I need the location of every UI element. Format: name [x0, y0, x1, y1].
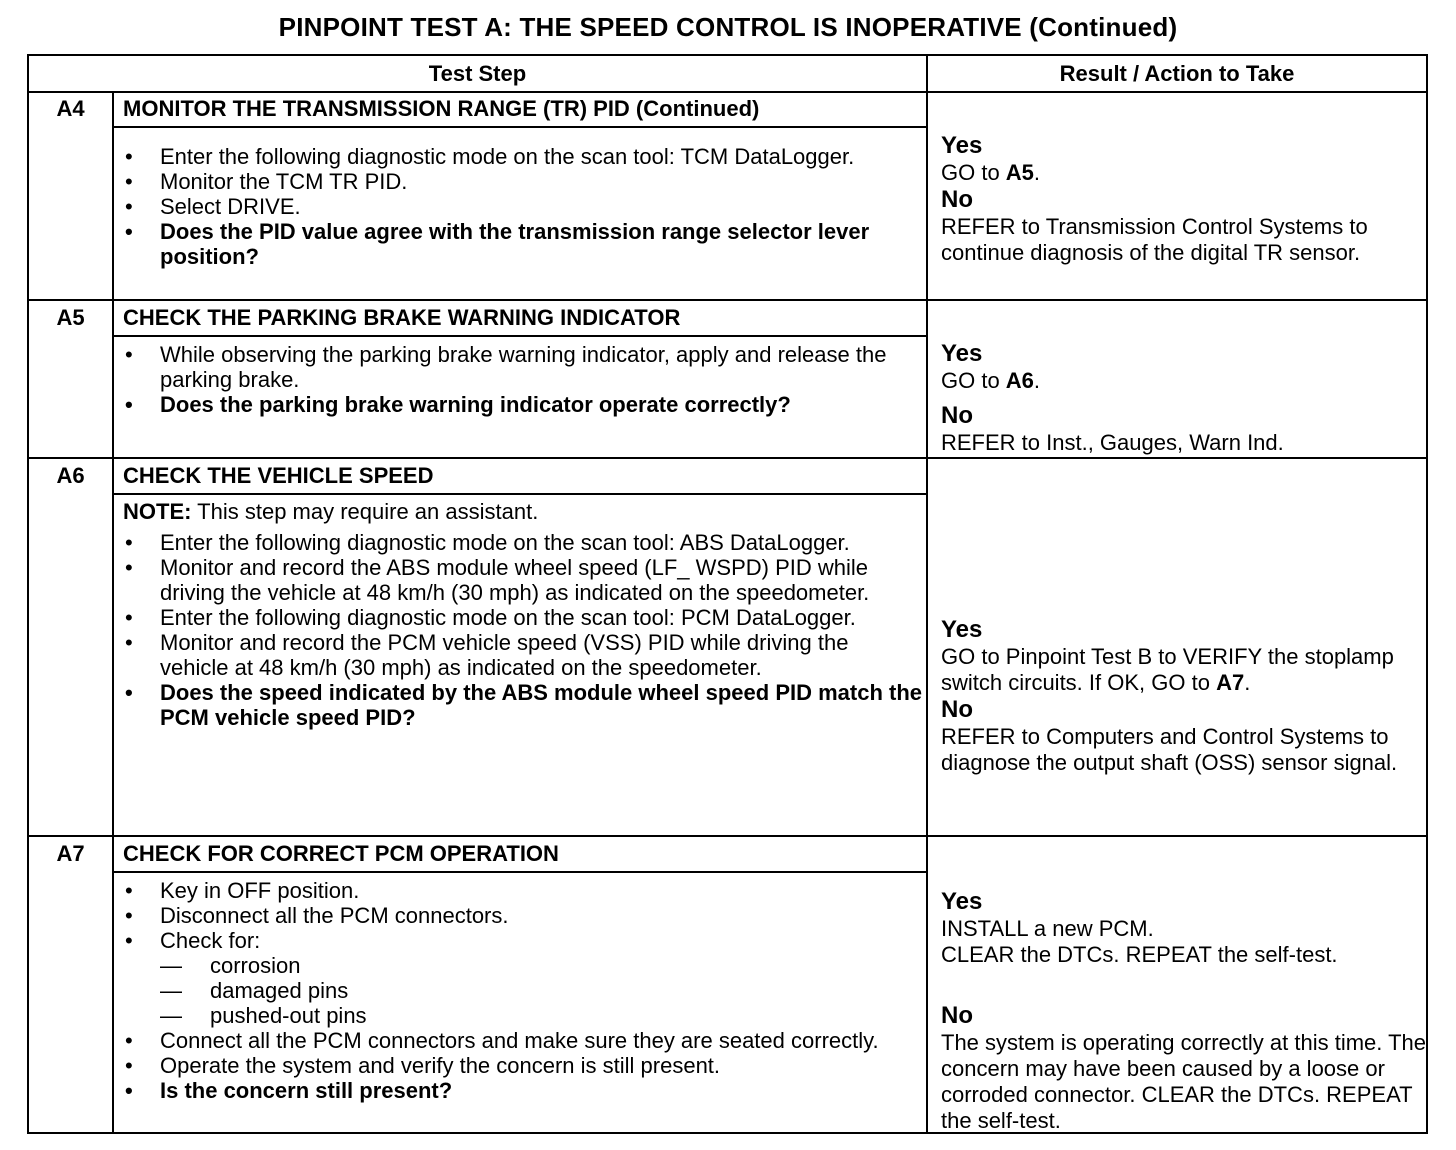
no-label: No: [941, 1002, 973, 1029]
yes-label: Yes: [941, 888, 983, 915]
title-divider-a6: [113, 493, 927, 495]
id-divider-a4: [112, 92, 114, 300]
list-item: • Monitor the TCM TR PID.: [125, 169, 408, 194]
result-a5: [941, 340, 1426, 456]
step-body-a5: [123, 342, 923, 417]
list-item: • Monitor and record the ABS module wheel speed (LF_ WSPD) PID while driving the vehicle at 48 km/h (30 mph) as indicated on the speedometer.: [125, 555, 870, 605]
step-body-a6: [123, 499, 923, 730]
bullet-icon: •: [125, 878, 133, 903]
result-a4: [941, 132, 1426, 266]
list-item: • Select DRIVE.: [125, 194, 301, 219]
list-item-question: • Does the PID value agree with the transmission range selector lever position?: [125, 219, 870, 269]
list-item: • Enter the following diagnostic mode on the scan tool: PCM DataLogger.: [125, 605, 856, 630]
bullet-icon: •: [125, 194, 133, 219]
title-divider-a7: [113, 871, 927, 873]
bullet-icon: •: [125, 605, 133, 630]
list-item: • While observing the parking brake warning indicator, apply and release the parking brake.: [125, 342, 887, 392]
yes-action-line1: INSTALL a new PCM.: [941, 916, 1154, 941]
bullet-icon: •: [125, 1053, 133, 1078]
step-id-a6: A6: [56, 463, 85, 488]
no-action: REFER to Transmission Control Systems to continue diagnosis of the digital TR sensor.: [941, 214, 1368, 265]
page-title: PINPOINT TEST A: THE SPEED CONTROL IS INOPERATIVE (Continued): [278, 12, 1178, 42]
bullet-icon: •: [125, 680, 133, 705]
sub-item: — pushed-out pins: [160, 1003, 367, 1028]
bullet-icon: •: [125, 219, 133, 244]
result-a6: [941, 616, 1426, 776]
note: NOTE: This step may require an assistant.: [123, 499, 539, 524]
result-a7: [941, 888, 1426, 1134]
step-title-a7: CHECK FOR CORRECT PCM OPERATION: [123, 841, 559, 866]
no-action: REFER to Inst., Gauges, Warn Ind.: [941, 430, 1284, 455]
bullet-icon: •: [125, 555, 133, 580]
id-divider-a6: [112, 458, 114, 836]
list-item: • Monitor and record the PCM vehicle speed (VSS) PID while driving the vehicle at 48 km/h (30 mph) as indicated on the speedometer.: [125, 630, 849, 680]
sub-item: — corrosion: [160, 953, 301, 978]
yes-action-line2: CLEAR the DTCs. REPEAT the self-test.: [941, 942, 1338, 967]
step-id-a4: A4: [56, 96, 85, 121]
no-action: The system is operating correctly at this time. The concern may have been caused by a loose or corroded connector. CLEAR the DTCs. REPEAT the self-test.: [941, 1030, 1426, 1133]
no-label: No: [941, 402, 973, 429]
pinpoint-test-table: [27, 54, 1428, 1134]
bullet-icon: •: [125, 169, 133, 194]
bullet-icon: •: [125, 903, 133, 928]
title-divider-a4: [113, 126, 927, 128]
step-title-a5: CHECK THE PARKING BRAKE WARNING INDICATOR: [123, 305, 681, 330]
step-title-a6: CHECK THE VEHICLE SPEED: [123, 463, 434, 488]
dash-icon: —: [160, 1003, 182, 1028]
no-action: REFER to Computers and Control Systems to diagnose the output shaft (OSS) sensor signal.: [941, 724, 1398, 775]
header-result: Result / Action to Take: [1059, 61, 1295, 86]
step-body-a7: [123, 878, 923, 1103]
no-label: No: [941, 186, 973, 213]
step-title-a4: MONITOR THE TRANSMISSION RANGE (TR) PID (Continued): [123, 96, 760, 121]
step-body-a4: [123, 144, 923, 269]
header-test-step: Test Step: [428, 61, 527, 86]
bullet-icon: •: [125, 144, 133, 169]
yes-label: Yes: [941, 132, 983, 159]
list-item-question: • Does the parking brake warning indicator operate correctly?: [125, 392, 791, 417]
list-item: • Enter the following diagnostic mode on the scan tool: TCM DataLogger.: [125, 144, 855, 169]
list-item: • Enter the following diagnostic mode on the scan tool: ABS DataLogger.: [125, 530, 850, 555]
bullet-icon: •: [125, 1078, 133, 1103]
bullet-icon: •: [125, 342, 133, 367]
bullet-icon: •: [125, 530, 133, 555]
yes-label: Yes: [941, 340, 983, 367]
bullet-icon: •: [125, 928, 133, 953]
yes-action: GO to Pinpoint Test B to VERIFY the stoplamp switch circuits. If OK, GO to A7.: [941, 644, 1394, 695]
id-divider-a7: [112, 836, 114, 1132]
no-label: No: [941, 696, 973, 723]
list-item: • Check for:: [125, 928, 261, 953]
sub-item: — damaged pins: [160, 978, 349, 1003]
step-id-a5: A5: [56, 305, 85, 330]
bullet-icon: •: [125, 630, 133, 655]
step-id-a7: A7: [56, 841, 85, 866]
yes-label: Yes: [941, 616, 983, 643]
list-item: • Key in OFF position.: [125, 878, 360, 903]
bullet-icon: •: [125, 1028, 133, 1053]
column-divider: [926, 56, 928, 1132]
list-item-question: • Is the concern still present?: [125, 1078, 453, 1103]
title-divider-a5: [113, 335, 927, 337]
list-item: • Connect all the PCM connectors and make sure they are seated correctly.: [125, 1028, 879, 1053]
list-item: • Disconnect all the PCM connectors.: [125, 903, 509, 928]
yes-action: GO to A6.: [941, 368, 1041, 393]
dash-icon: —: [160, 978, 182, 1003]
list-item-question: • Does the speed indicated by the ABS module wheel speed PID match the PCM vehicle speed PID?: [125, 680, 923, 730]
bullet-icon: •: [125, 392, 133, 417]
yes-action: GO to A5.: [941, 160, 1041, 185]
list-item: • Operate the system and verify the concern is still present.: [125, 1053, 721, 1078]
id-divider-a5: [112, 300, 114, 458]
dash-icon: —: [160, 953, 182, 978]
